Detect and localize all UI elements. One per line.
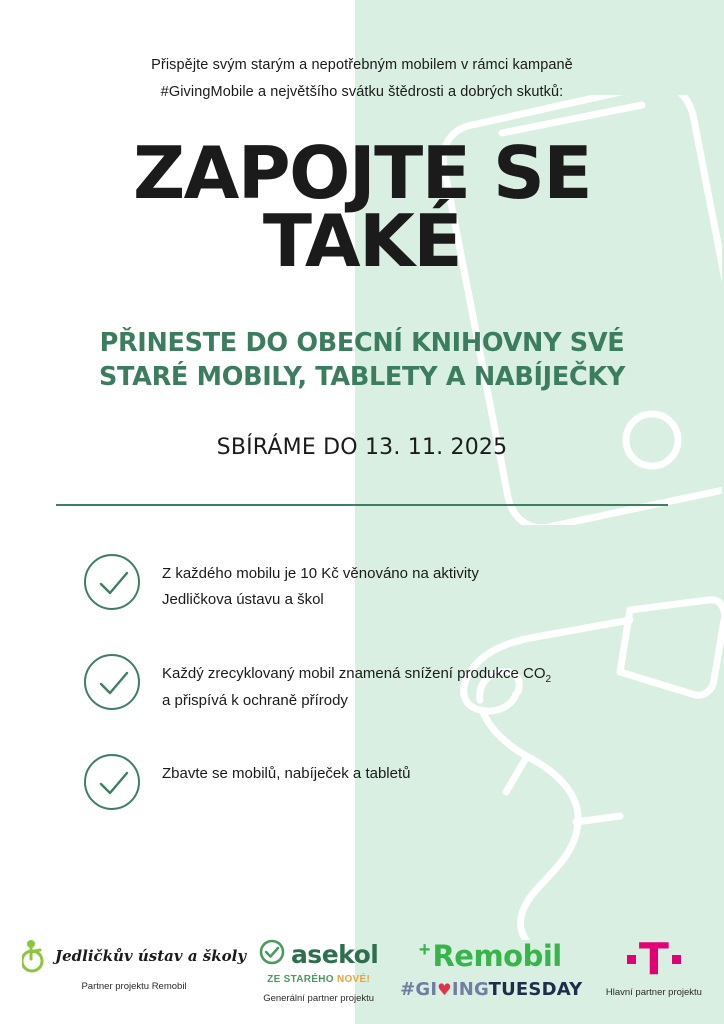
list-item [84, 754, 724, 810]
co2-subscript: 2 [545, 673, 552, 685]
giving-tuesday: TUESDAY [488, 979, 583, 1001]
benefit-line-2: a přispívá k ochraně přírody [162, 692, 348, 710]
logo-jedlicka [22, 939, 246, 994]
remobil-plus-icon: + [418, 939, 431, 962]
jedlicka-figure-icon [22, 939, 48, 973]
benefit-line-2: Jedličkova ústavu a škol [162, 591, 324, 609]
benefit-text [162, 554, 479, 614]
heart-icon: ♥ [437, 980, 452, 1000]
remobil-name: Remobil [432, 939, 562, 974]
asekol-lockup [261, 939, 377, 970]
logo-remobil [391, 939, 591, 1000]
remobil-lockup [391, 939, 591, 973]
asekol-name: asekol [290, 940, 379, 970]
check-icon [84, 554, 140, 610]
logo-telekom [605, 933, 702, 1000]
asekol-circle-icon [259, 939, 285, 970]
benefit-line-1-main: Každý zrecyklovaný mobil znamená snížení produkce CO [162, 664, 546, 682]
asekol-tagline-part1: ZE STARÉHO [267, 974, 337, 986]
headline [0, 130, 724, 284]
asekol-caption: Generální partner projektu [263, 993, 375, 1005]
telekom-caption: Hlavní partner projektu [605, 987, 702, 999]
subheadline-line-1: PŘINESTE DO OBECNÍ KNIHOVNY SVÉ [99, 328, 625, 359]
deadline-text: SBÍRÁME DO 13. 11. 2025 [216, 435, 508, 461]
list-item [84, 654, 724, 715]
subheadline [0, 327, 724, 395]
intro-line-2: #GivingMobile a největšího svátku štědrosti a dobrých skutků: [160, 83, 564, 100]
check-icon [84, 654, 140, 710]
headline-line-2: TAKÉ [262, 199, 462, 284]
benefit-text [162, 654, 551, 715]
list-item [84, 554, 724, 614]
giving-hash: #GI [400, 979, 438, 1001]
benefit-line-1: Z každého mobilu je 10 Kč věnováno na aktivity [162, 565, 479, 583]
headline-line-1: ZAPOJTE SE [132, 130, 592, 215]
benefit-line-1 [162, 661, 551, 689]
telekom-left-square [627, 955, 636, 964]
givingtuesday-lockup [391, 979, 591, 1000]
telekom-right-square [672, 955, 681, 964]
intro-line-1: Přispějte svým starým a nepotřebným mobilem v rámci kampaně [151, 57, 573, 73]
footer-logos [0, 933, 724, 1006]
check-icon [84, 754, 140, 810]
telekom-mark-icon [606, 933, 702, 985]
logo-asekol [261, 939, 377, 1006]
jedlicka-lockup [22, 939, 246, 973]
jedlicka-name: Jedličkův ústav a školy [55, 947, 247, 966]
giving-ing: ING [451, 979, 489, 1001]
benefits-list [0, 554, 724, 810]
asekol-tagline [261, 974, 377, 985]
benefit-text [162, 754, 410, 787]
jedlicka-caption: Partner projektu Remobil [81, 981, 187, 993]
intro-text [0, 0, 724, 106]
asekol-tagline-part2: NOVÉ! [336, 974, 371, 986]
telekom-t: T [638, 933, 669, 985]
horizontal-divider [56, 504, 668, 506]
benefit-line-1: Zbavte se mobilů, nabíječek a tabletů [162, 765, 411, 783]
subheadline-line-2: STARÉ MOBILY, TABLETY A NABÍJEČKY [98, 362, 626, 393]
